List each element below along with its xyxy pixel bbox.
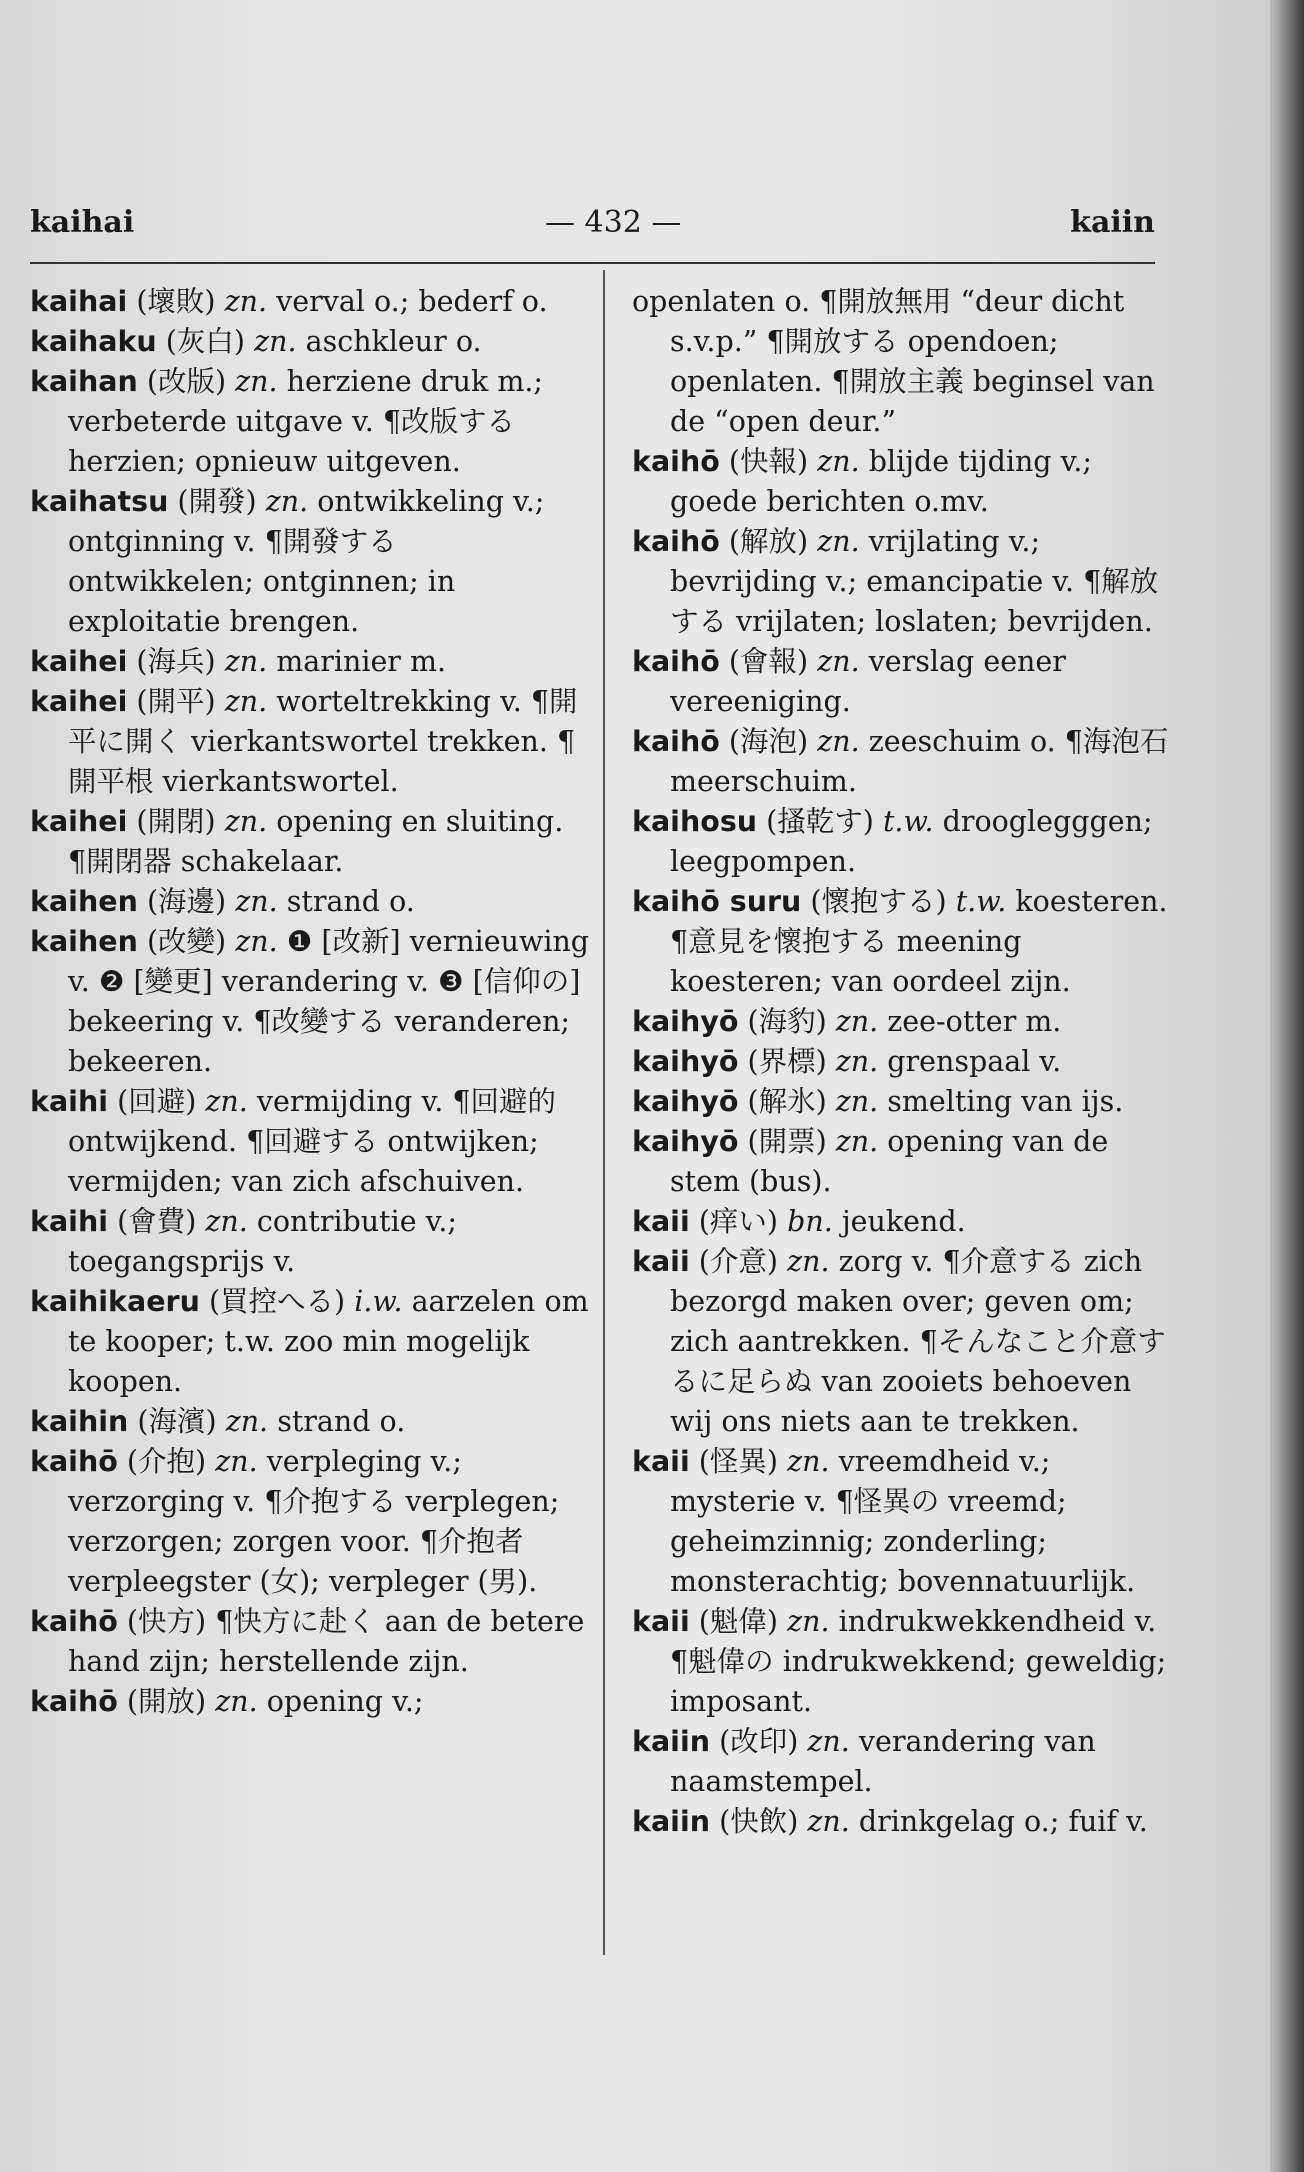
kanji-form: (開閉) [136, 805, 216, 838]
headword: kaihō [632, 645, 720, 678]
kanji-form: (懷抱する) [810, 885, 947, 918]
kanji-form: (會費) [117, 1205, 197, 1238]
definition: ❶ [改新] vernieuwing v. ❷ [變更] verandering v. ❸ [信仰の] bekeering v. ¶改變する veranderen; bekeeren. [68, 925, 590, 1078]
headword: kaihi [30, 1205, 109, 1238]
dictionary-entry [30, 1202, 590, 1282]
definition: openlaten o. ¶開放無用 “deur dicht s.v.p.” ¶開放する opendoen; openlaten. ¶開放主義 beginsel van de “open deur.” [632, 285, 1155, 438]
kanji-form: (開平) [136, 685, 216, 718]
part-of-speech: zn. [835, 1125, 879, 1158]
definition: vermijding v. ¶回避的 ontwijkend. ¶回避する ontwijken; vermijden; van zich afschuiven. [68, 1085, 556, 1198]
part-of-speech: zn. [817, 445, 860, 478]
headword: kaihyō [632, 1045, 739, 1078]
definition: vrijlating v.; bevrijding v.; emancipatie v. ¶解放する vrijlaten; loslaten; bevrijden. [670, 525, 1159, 638]
kanji-form: (快飲) [719, 1805, 799, 1838]
definition: drinkgelag o.; fuif v. [858, 1805, 1148, 1838]
headword: kaihyō [632, 1005, 739, 1038]
definition: herziene druk m.; verbeterde uitgave v. ¶改版する herzien; opnieuw uitgeven. [68, 365, 544, 478]
definition: zeeschuim o. ¶海泡石 meerschuim. [670, 725, 1169, 798]
dictionary-entry [632, 1602, 1172, 1722]
definition: zee-otter m. [887, 1005, 1062, 1038]
part-of-speech: zn. [205, 1205, 248, 1238]
headword: kaihyō [632, 1125, 739, 1158]
dictionary-entry [632, 1242, 1172, 1442]
headword: kaihatsu [30, 485, 169, 518]
kanji-form: (海濱) [137, 1405, 217, 1438]
header-left-guide-word: kaihai [30, 205, 135, 240]
dictionary-entry [632, 1122, 1172, 1202]
definition: opening en sluiting. ¶開閉器 schakelaar. [68, 805, 564, 878]
headword: kaihaku [30, 325, 157, 358]
kanji-form: (回避) [117, 1085, 197, 1118]
definition: verslag eener vereeniging. [670, 645, 1066, 718]
kanji-form: (開發) [177, 485, 257, 518]
dictionary-entry [632, 1002, 1172, 1042]
dictionary-entry [632, 1042, 1172, 1082]
part-of-speech: zn. [224, 285, 268, 318]
headword: kaihō [30, 1605, 118, 1638]
part-of-speech: zn. [265, 485, 309, 518]
dictionary-entry [30, 482, 590, 642]
dictionary-entry [30, 1402, 590, 1442]
part-of-speech: bn. [787, 1205, 833, 1238]
definition: vreemdheid v.; mysterie v. ¶怪異の vreemd; geheimzinnig; zonderling; monsterachtig; bovennatuurlijk. [670, 1445, 1136, 1598]
kanji-form: (魁偉) [698, 1605, 779, 1638]
dictionary-entry [30, 682, 590, 802]
headword: kaihō [632, 725, 720, 758]
kanji-form: (壞敗) [136, 285, 216, 318]
dictionary-entry [632, 1722, 1172, 1802]
headword: kaihō [632, 445, 720, 478]
part-of-speech: zn. [835, 1045, 879, 1078]
kanji-form: (會報) [728, 645, 809, 678]
definition: verandering van naamstempel. [670, 1725, 1096, 1798]
definition: drooglegggen; leegpompen. [670, 805, 1153, 878]
headword: kaiin [632, 1805, 711, 1838]
page-header [30, 205, 1155, 245]
part-of-speech: zn. [807, 1725, 850, 1758]
headword: kaihosu [632, 805, 758, 838]
kanji-form: (海邊) [146, 885, 227, 918]
kanji-form: (解放) [728, 525, 809, 558]
kanji-form: (改版) [146, 365, 227, 398]
definition: koesteren. ¶意見を懷抱する meening koesteren; van oordeel zijn. [670, 885, 1168, 998]
definition: strand o. [286, 885, 415, 918]
headword: kaihai [30, 285, 128, 318]
headword: kaihō [30, 1445, 118, 1478]
kanji-form: (開票) [747, 1125, 827, 1158]
kanji-form: (界標) [747, 1045, 827, 1078]
headword: kaihyō [632, 1085, 739, 1118]
part-of-speech: zn. [817, 725, 860, 758]
headword: kaihi [30, 1085, 109, 1118]
kanji-form: (介抱) [126, 1445, 207, 1478]
part-of-speech: zn. [225, 1405, 269, 1438]
headword: kaihen [30, 885, 138, 918]
headword: kaihen [30, 925, 138, 958]
definition: smelting van ijs. [887, 1085, 1124, 1118]
dictionary-entry [30, 282, 590, 322]
kanji-form: (海豹) [747, 1005, 827, 1038]
definition: verval o.; bederf o. [276, 285, 548, 318]
dictionary-entry [30, 922, 590, 1082]
definition: opening v.; [266, 1685, 424, 1718]
kanji-form: (解氷) [747, 1085, 827, 1118]
part-of-speech: i.w. [354, 1285, 403, 1318]
dictionary-entry [30, 1682, 590, 1722]
part-of-speech: zn. [835, 1085, 879, 1118]
part-of-speech: zn. [835, 1005, 879, 1038]
definition: opening van de stem (bus). [670, 1125, 1109, 1198]
part-of-speech: zn. [235, 885, 278, 918]
dictionary-entry [632, 882, 1172, 1002]
left-column [30, 282, 590, 1722]
part-of-speech: zn. [807, 1805, 850, 1838]
dictionary-entry [30, 322, 590, 362]
kanji-form: (灰白) [165, 325, 246, 358]
part-of-speech: zn. [254, 325, 297, 358]
part-of-speech: zn. [224, 645, 268, 678]
dictionary-entry [632, 1082, 1172, 1122]
definition: worteltrekking v. ¶開平に開く vierkantswortel trekken. ¶開平根 vierkantswortel. [68, 685, 578, 798]
part-of-speech: zn. [787, 1605, 830, 1638]
part-of-speech: zn. [215, 1685, 258, 1718]
definition: strand o. [277, 1405, 406, 1438]
definition: grenspaal v. [887, 1045, 1062, 1078]
kanji-form: (快報) [728, 445, 809, 478]
kanji-form: (改變) [146, 925, 227, 958]
kanji-form: (買控へる) [208, 1285, 346, 1318]
part-of-speech: t.w. [882, 805, 934, 838]
definition: marinier m. [276, 645, 447, 678]
part-of-speech: zn. [224, 685, 268, 718]
definition: jeukend. [841, 1205, 966, 1238]
header-right-guide-word: kaiin [1070, 205, 1155, 240]
part-of-speech: zn. [205, 1085, 248, 1118]
headword: kaii [632, 1445, 690, 1478]
definition: contributie v.; toegangsprijs v. [68, 1205, 458, 1278]
definition: aschkleur o. [305, 325, 482, 358]
headword: kaihō [632, 525, 720, 558]
page-edge-shadow [1270, 0, 1304, 2172]
kanji-form: (改印) [719, 1725, 799, 1758]
kanji-form: (海泡) [728, 725, 809, 758]
headword: kaii [632, 1245, 690, 1278]
dictionary-entry [632, 1202, 1172, 1242]
dictionary-entry [30, 1282, 590, 1402]
headword: kaihei [30, 645, 128, 678]
dictionary-entry [30, 362, 590, 482]
headword: kaihō suru [632, 885, 802, 918]
right-column [632, 282, 1172, 1842]
dictionary-entry [30, 1602, 590, 1682]
kanji-form: (痒い) [698, 1205, 779, 1238]
headword: kaiin [632, 1725, 711, 1758]
headword: kaii [632, 1605, 690, 1638]
part-of-speech: zn. [787, 1445, 830, 1478]
kanji-form: (搔乾す) [766, 805, 874, 838]
dictionary-entry [30, 1082, 590, 1202]
dictionary-entry [632, 1442, 1172, 1602]
page-number: — 432 — [545, 205, 682, 240]
headword: kaihan [30, 365, 138, 398]
dictionary-entry [632, 802, 1172, 882]
headword: kaihei [30, 805, 128, 838]
part-of-speech: zn. [235, 365, 278, 398]
part-of-speech: zn. [215, 1445, 258, 1478]
dictionary-entry [30, 642, 590, 682]
definition: verpleging v.; verzorging v. ¶介抱する verplegen; verzorgen; zorgen voor. ¶介抱者 verpleegster (女); verpleger (男). [68, 1445, 560, 1598]
part-of-speech: zn. [817, 645, 860, 678]
dictionary-entry [30, 802, 590, 882]
dictionary-entry [30, 1442, 590, 1602]
part-of-speech: t.w. [955, 885, 1007, 918]
part-of-speech: zn. [817, 525, 860, 558]
kanji-form: (海兵) [136, 645, 216, 678]
headword: kaihikaeru [30, 1285, 200, 1318]
kanji-form: (怪異) [698, 1445, 779, 1478]
dictionary-entry [30, 882, 590, 922]
kanji-form: (快方) [126, 1605, 207, 1638]
headword: kaihō [30, 1685, 118, 1718]
header-rule [30, 262, 1155, 264]
definition: zorg v. ¶介意する zich bezorgd maken over; geven om; zich aantrekken. ¶そんなこと介意するに足らぬ van zooiets behoeven wij ons niets aan te trekken. [670, 1245, 1166, 1438]
part-of-speech: zn. [235, 925, 278, 958]
part-of-speech: zn. [224, 805, 268, 838]
kanji-form: (開放) [126, 1685, 207, 1718]
headword: kaii [632, 1205, 690, 1238]
dictionary-entry [632, 1802, 1172, 1842]
headword: kaihei [30, 685, 128, 718]
dictionary-entry [632, 522, 1172, 642]
dictionary-entry [632, 642, 1172, 722]
definition: aarzelen om te kooper; t.w. zoo min mogelijk koopen. [68, 1285, 589, 1398]
definition: blijde tijding v.; goede berichten o.mv. [670, 445, 1092, 518]
dictionary-entry [632, 442, 1172, 522]
definition: ontwikkeling v.; ontginning v. ¶開發する ontwikkelen; ontginnen; in exploitatie brengen. [68, 485, 545, 638]
part-of-speech: zn. [787, 1245, 830, 1278]
dictionary-entry [632, 722, 1172, 802]
definition: indrukwekkendheid v. ¶魁偉の indrukwekkend; geweldig; imposant. [670, 1605, 1167, 1718]
dictionary-entry [632, 282, 1172, 442]
column-divider [603, 270, 605, 1955]
headword: kaihin [30, 1405, 129, 1438]
definition: ¶快方に赴く aan de betere hand zijn; herstellende zijn. [68, 1605, 585, 1678]
kanji-form: (介意) [698, 1245, 779, 1278]
